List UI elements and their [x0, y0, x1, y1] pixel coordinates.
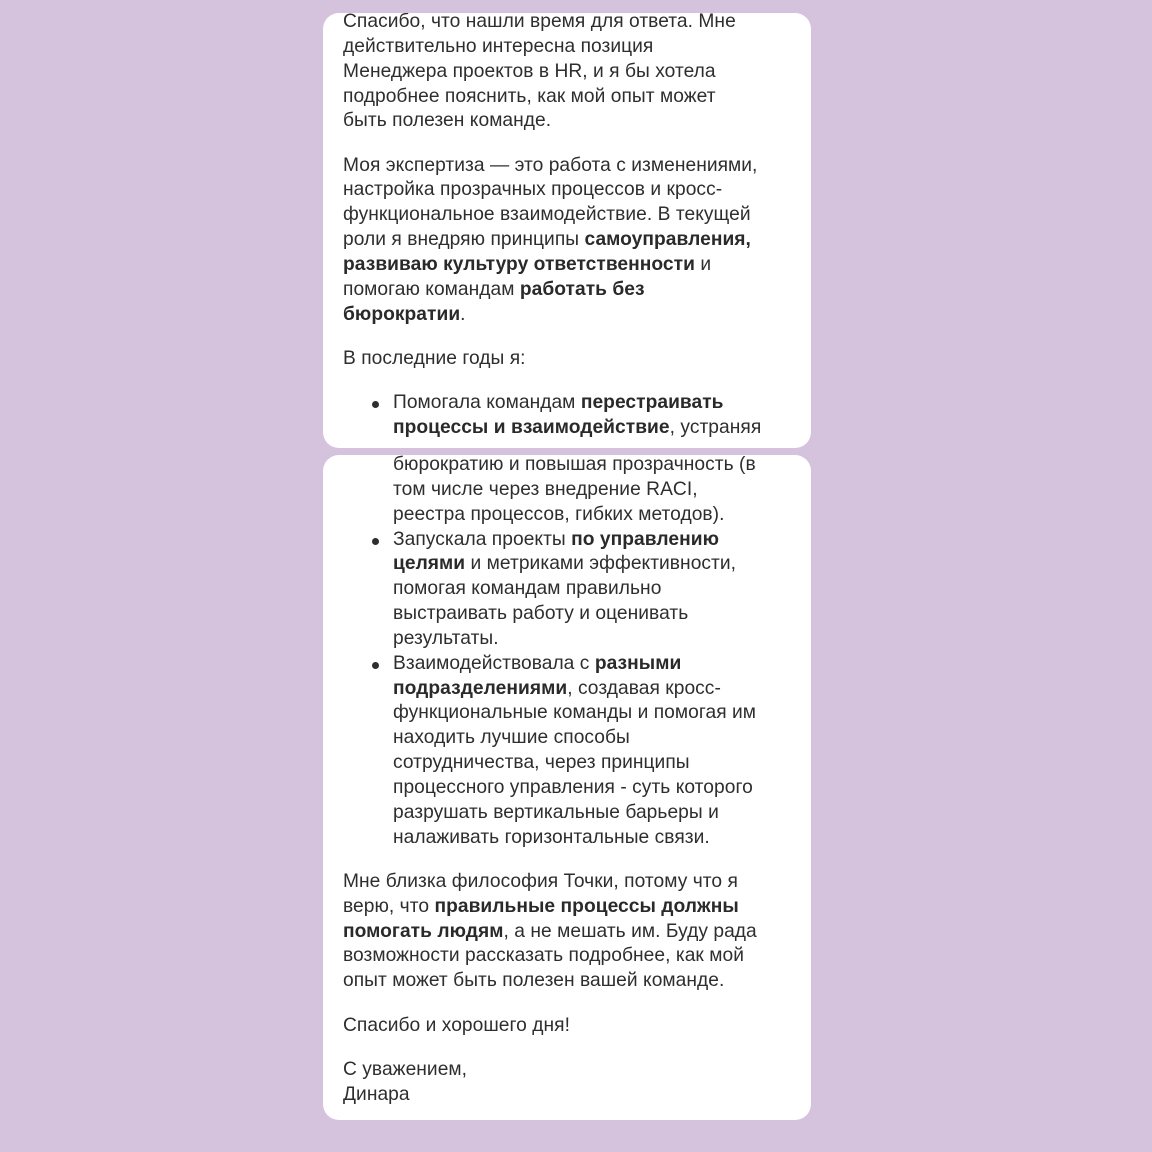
list-item: Запускала проекты по управлению целями и метриками эффективности, помогая командам правильно выстраивать работу и оценивать результаты.	[343, 528, 795, 652]
bullet-icon	[372, 401, 379, 408]
bold-text: разными	[594, 652, 682, 674]
bold-text: целями	[393, 553, 466, 575]
signature: Динара	[343, 1083, 410, 1105]
intro-paragraph: Спасибо, что нашли время для ответа. Мне действительно интересна позиция Менеджера проектов в HR, и я бы хотела подробнее пояснить, как мой опыт может быть полезен команде.	[343, 13, 736, 132]
list-item: Помогала командам перестраивать процессы и взаимодействие, устраняя	[343, 391, 795, 441]
philosophy-paragraph: Мне близка философия Точки, потому что я верю, что правильные процессы должны помогать людям, а не мешать им. Буду рада возможности рассказать подробнее, как мой опыт может быть полезен вашей команде.	[343, 870, 757, 992]
bold-text: самоуправления,	[584, 229, 751, 251]
message-card-top	[323, 13, 811, 448]
list-item-continued: бюрократию и повышая прозрачность (в том числе через внедрение RACI, реестра процессов, гибких методов).	[393, 455, 756, 525]
achievements-list-continued	[343, 455, 795, 851]
bold-text: по управлению	[571, 528, 720, 550]
message-body-bottom	[343, 455, 795, 1107]
bullet-icon	[372, 662, 379, 669]
recent-years-heading: В последние годы я:	[343, 347, 526, 369]
closing	[343, 1058, 795, 1108]
bold-text: работать без	[519, 278, 645, 300]
bold-text: бюрократии	[343, 303, 461, 325]
bold-text: перестраивать	[580, 392, 724, 414]
list-item: Взаимодействовала с разными подразделениями, создавая кросс- функциональные команды и помогая им находить лучшие способы сотрудничества, через принципы процессного управления - суть которого разрушать вертикальные барьеры и налаживать горизонтальные связи.	[343, 652, 795, 851]
message-card-bottom	[323, 455, 811, 1120]
achievements-list	[343, 391, 795, 441]
expertise-paragraph: Моя экспертиза — это работа с изменениями, настройка прозрачных процессов и кросс- функциональное взаимодействие. В текущей роли я внедряю принципы самоуправления, развиваю культуру ответственности и помогаю командам работать без бюрократии.	[343, 154, 758, 325]
bullet-icon	[372, 538, 379, 545]
bold-text: развиваю культуру ответственности	[343, 253, 695, 275]
bold-text: помогать людям	[343, 920, 504, 942]
bold-text: процессы и взаимодействие	[393, 416, 670, 438]
thanks-line: Спасибо и хорошего дня!	[343, 1014, 570, 1036]
message-body-top	[343, 13, 795, 441]
regards: С уважением,	[343, 1058, 468, 1080]
bold-text: подразделениями	[393, 677, 568, 699]
bold-text: правильные процессы должны	[434, 895, 739, 917]
